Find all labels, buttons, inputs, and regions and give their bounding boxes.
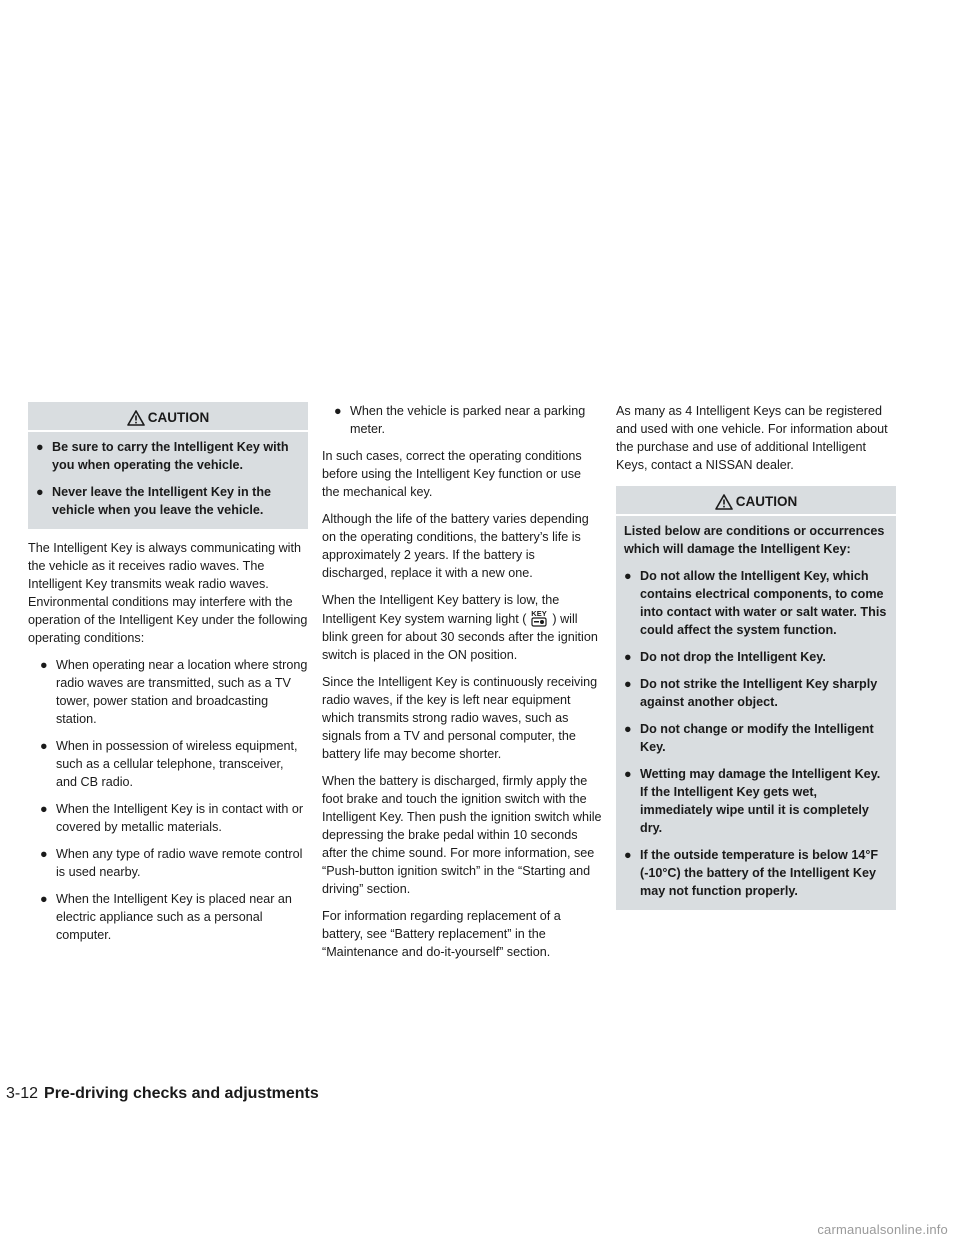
caution-heading [616, 490, 896, 516]
section-title: Pre-driving checks and adjustments [44, 1085, 319, 1102]
key-warning-light-icon [528, 609, 550, 627]
caution-heading [28, 406, 308, 432]
page-number: 3-12 [6, 1085, 39, 1102]
paragraph: Although the life of the battery varies depending on the operating conditions, the battery’s life is approximately 2 years. If the battery is discharged, replace it with a new one. [322, 512, 589, 580]
caution-item: ● Wetting may damage the Intelligent Key. If the Intelligent Key gets wet, immediately wipe until it is completely dry. [624, 767, 881, 835]
warning-triangle-icon [715, 494, 733, 510]
condition-item: ● When the Intelligent Key is in contact with or covered by metallic materials. [40, 802, 304, 834]
paragraph: As many as 4 Intelligent Keys can be registered and used with one vehicle. For information about the purchase and use of additional Intelligent Keys, contact a NISSAN dealer. [616, 404, 888, 472]
caution-item: ● Do not drop the Intelligent Key. [624, 650, 826, 664]
condition-item: ● When any type of radio wave remote control is used nearby. [40, 847, 303, 879]
warning-triangle-icon [127, 410, 145, 426]
condition-item: ● When the Intelligent Key is placed near an electric appliance such as a personal computer. [40, 892, 292, 942]
caution-item: ● Do not allow the Intelligent Key, which contains electrical components, to come into contact with water or salt water. This could affect the system function. [624, 569, 887, 637]
caution-item: ● Do not strike the Intelligent Key sharply against another object. [624, 677, 878, 709]
intro-paragraph: The Intelligent Key is always communicating with the vehicle as it receives radio waves. The Intelligent Key transmits weak radio waves. Environmental conditions may interfere with the operation of the Intelligent Key under the following operating conditions: [28, 541, 308, 645]
condition-item: ● When in possession of wireless equipment, such as a cellular telephone, transceiver, and CB radio. [40, 739, 298, 789]
caution-item: ● Be sure to carry the Intelligent Key with you when operating the vehicle. [36, 440, 289, 472]
caution-box-1 [28, 402, 308, 529]
column-3 [616, 402, 896, 910]
caution-title: CAUTION [735, 494, 798, 509]
paragraph: When the battery is discharged, firmly apply the foot brake and touch the ignition switch with the Intelligent Key. Then push the ignition switch while depressing the brake pedal within 10 seconds after the chime sound. For more information, see “Push-button ignition switch” in the “Starting and driving” section. [322, 774, 602, 896]
key-icon-text: KEY [531, 609, 548, 618]
condition-item: ● When operating near a location where strong radio waves are transmitted, such as a TV tower, power station and broadcasting station. [40, 658, 308, 726]
paragraph: In such cases, correct the operating conditions before using the Intelligent Key function or use the mechanical key. [322, 449, 582, 499]
caution-item: ● Never leave the Intelligent Key in the vehicle when you leave the vehicle. [36, 485, 272, 517]
page-footer [6, 1085, 319, 1103]
paragraph: For information regarding replacement of a battery, see “Battery replacement” in the “Maintenance and do-it-yourself” section. [322, 909, 561, 959]
column-1 [28, 402, 308, 953]
column-2 [322, 402, 602, 970]
caution-item: ● Do not change or modify the Intelligent Key. [624, 722, 874, 754]
condition-item: ● When the vehicle is parked near a parking meter. [334, 404, 586, 436]
paragraph: Since the Intelligent Key is continuously receiving radio waves, if the key is left near equipment which transmits strong radio waves, such as signals from a TV and personal computer, the battery life may become shorter. [322, 675, 598, 761]
caution-box-2 [616, 486, 896, 910]
caution-title: CAUTION [147, 410, 210, 425]
caution-intro: Listed below are conditions or occurrences which will damage the Intelligent Key: [624, 524, 885, 556]
paragraph: When the Intelligent Key battery is low, the Intelligent Key system warning light ( KEY ) will blink green for about 30 seconds after the ignition switch is placed in the ON position. [322, 593, 598, 662]
watermark: carmanualsonline.info [817, 1222, 948, 1237]
caution-item: ● If the outside temperature is below 14°F (-10°C) the battery of the Intelligent Key may not function properly. [624, 848, 879, 898]
